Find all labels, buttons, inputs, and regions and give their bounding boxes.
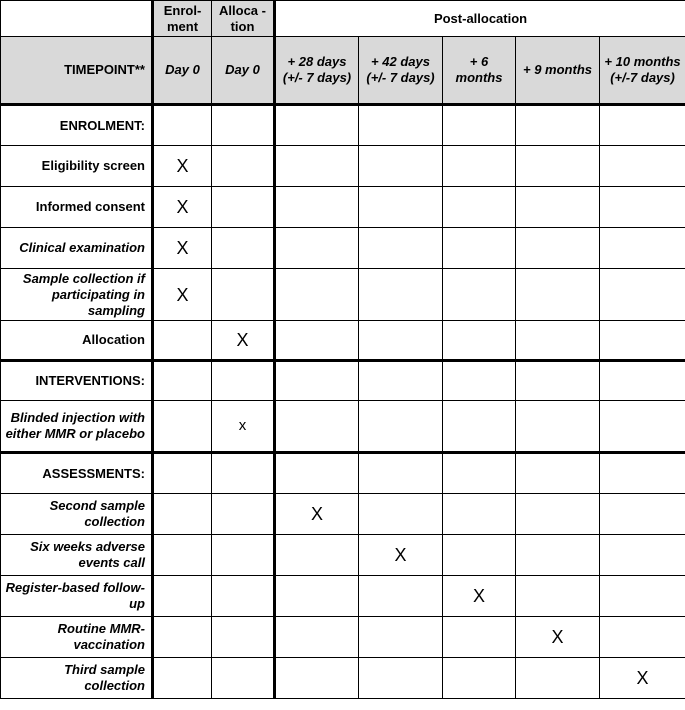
row-label-injection: Blinded injection with either MMR or placebo bbox=[1, 401, 153, 453]
header-allocation: Alloca -tion bbox=[212, 1, 275, 37]
row-label-third-sample: Third sample collection bbox=[1, 658, 153, 699]
timepoint-allocation: Day 0 bbox=[212, 37, 275, 105]
table-row bbox=[1, 401, 685, 453]
mark-consent-enrolment: X bbox=[153, 187, 212, 228]
section-row-assessments bbox=[1, 453, 685, 494]
table-row bbox=[1, 269, 685, 321]
mark-allocation-allocation: X bbox=[212, 321, 275, 361]
timepoint-6-months: + 6 months bbox=[443, 37, 516, 105]
row-label-sample: Sample collection if participating in sampling bbox=[1, 269, 153, 321]
table-row bbox=[1, 187, 685, 228]
timepoint-9-months: + 9 months bbox=[516, 37, 600, 105]
section-row-interventions bbox=[1, 361, 685, 401]
header-post-allocation: Post-allocation bbox=[275, 1, 685, 37]
section-interventions-label: INTERVENTIONS: bbox=[1, 361, 153, 401]
section-enrolment-label: ENROLMENT: bbox=[1, 105, 153, 146]
mark-adverse-42-days: X bbox=[359, 535, 443, 576]
table-row bbox=[1, 576, 685, 617]
row-label-second-sample: Second sample collection bbox=[1, 494, 153, 535]
header-row-timepoints bbox=[1, 37, 685, 105]
timepoint-10-months: + 10 months (+/-7 days) bbox=[600, 37, 685, 105]
header-row-phases bbox=[1, 1, 685, 37]
row-label-clinical: Clinical examination bbox=[1, 228, 153, 269]
table-row bbox=[1, 321, 685, 361]
table-row bbox=[1, 658, 685, 699]
timepoint-label: TIMEPOINT** bbox=[1, 37, 153, 105]
table-row bbox=[1, 146, 685, 187]
mark-register-6-months: X bbox=[443, 576, 516, 617]
row-label-eligibility: Eligibility screen bbox=[1, 146, 153, 187]
mark-sample-enrolment: X bbox=[153, 269, 212, 321]
mark-second-sample-28-days: X bbox=[275, 494, 359, 535]
row-label-routine: Routine MMR-vaccination bbox=[1, 617, 153, 658]
mark-eligibility-enrolment: X bbox=[153, 146, 212, 187]
header-enrolment: Enrol-ment bbox=[153, 1, 212, 37]
table-row bbox=[1, 617, 685, 658]
table-row bbox=[1, 535, 685, 576]
timepoint-28-days: + 28 days (+/- 7 days) bbox=[275, 37, 359, 105]
timepoint-42-days: + 42 days (+/- 7 days) bbox=[359, 37, 443, 105]
mark-injection-allocation: x bbox=[212, 401, 275, 453]
table-row bbox=[1, 494, 685, 535]
section-assessments-label: ASSESSMENTS: bbox=[1, 453, 153, 494]
row-label-adverse: Six weeks adverse events call bbox=[1, 535, 153, 576]
table-row bbox=[1, 228, 685, 269]
row-label-register: Register-based follow-up bbox=[1, 576, 153, 617]
mark-routine-9-months: X bbox=[516, 617, 600, 658]
header-empty-cell bbox=[1, 1, 153, 37]
timepoint-enrolment: Day 0 bbox=[153, 37, 212, 105]
mark-third-sample-10-months: X bbox=[600, 658, 685, 699]
mark-clinical-enrolment: X bbox=[153, 228, 212, 269]
row-label-allocation: Allocation bbox=[1, 321, 153, 361]
section-row-enrolment bbox=[1, 105, 685, 146]
row-label-consent: Informed consent bbox=[1, 187, 153, 228]
